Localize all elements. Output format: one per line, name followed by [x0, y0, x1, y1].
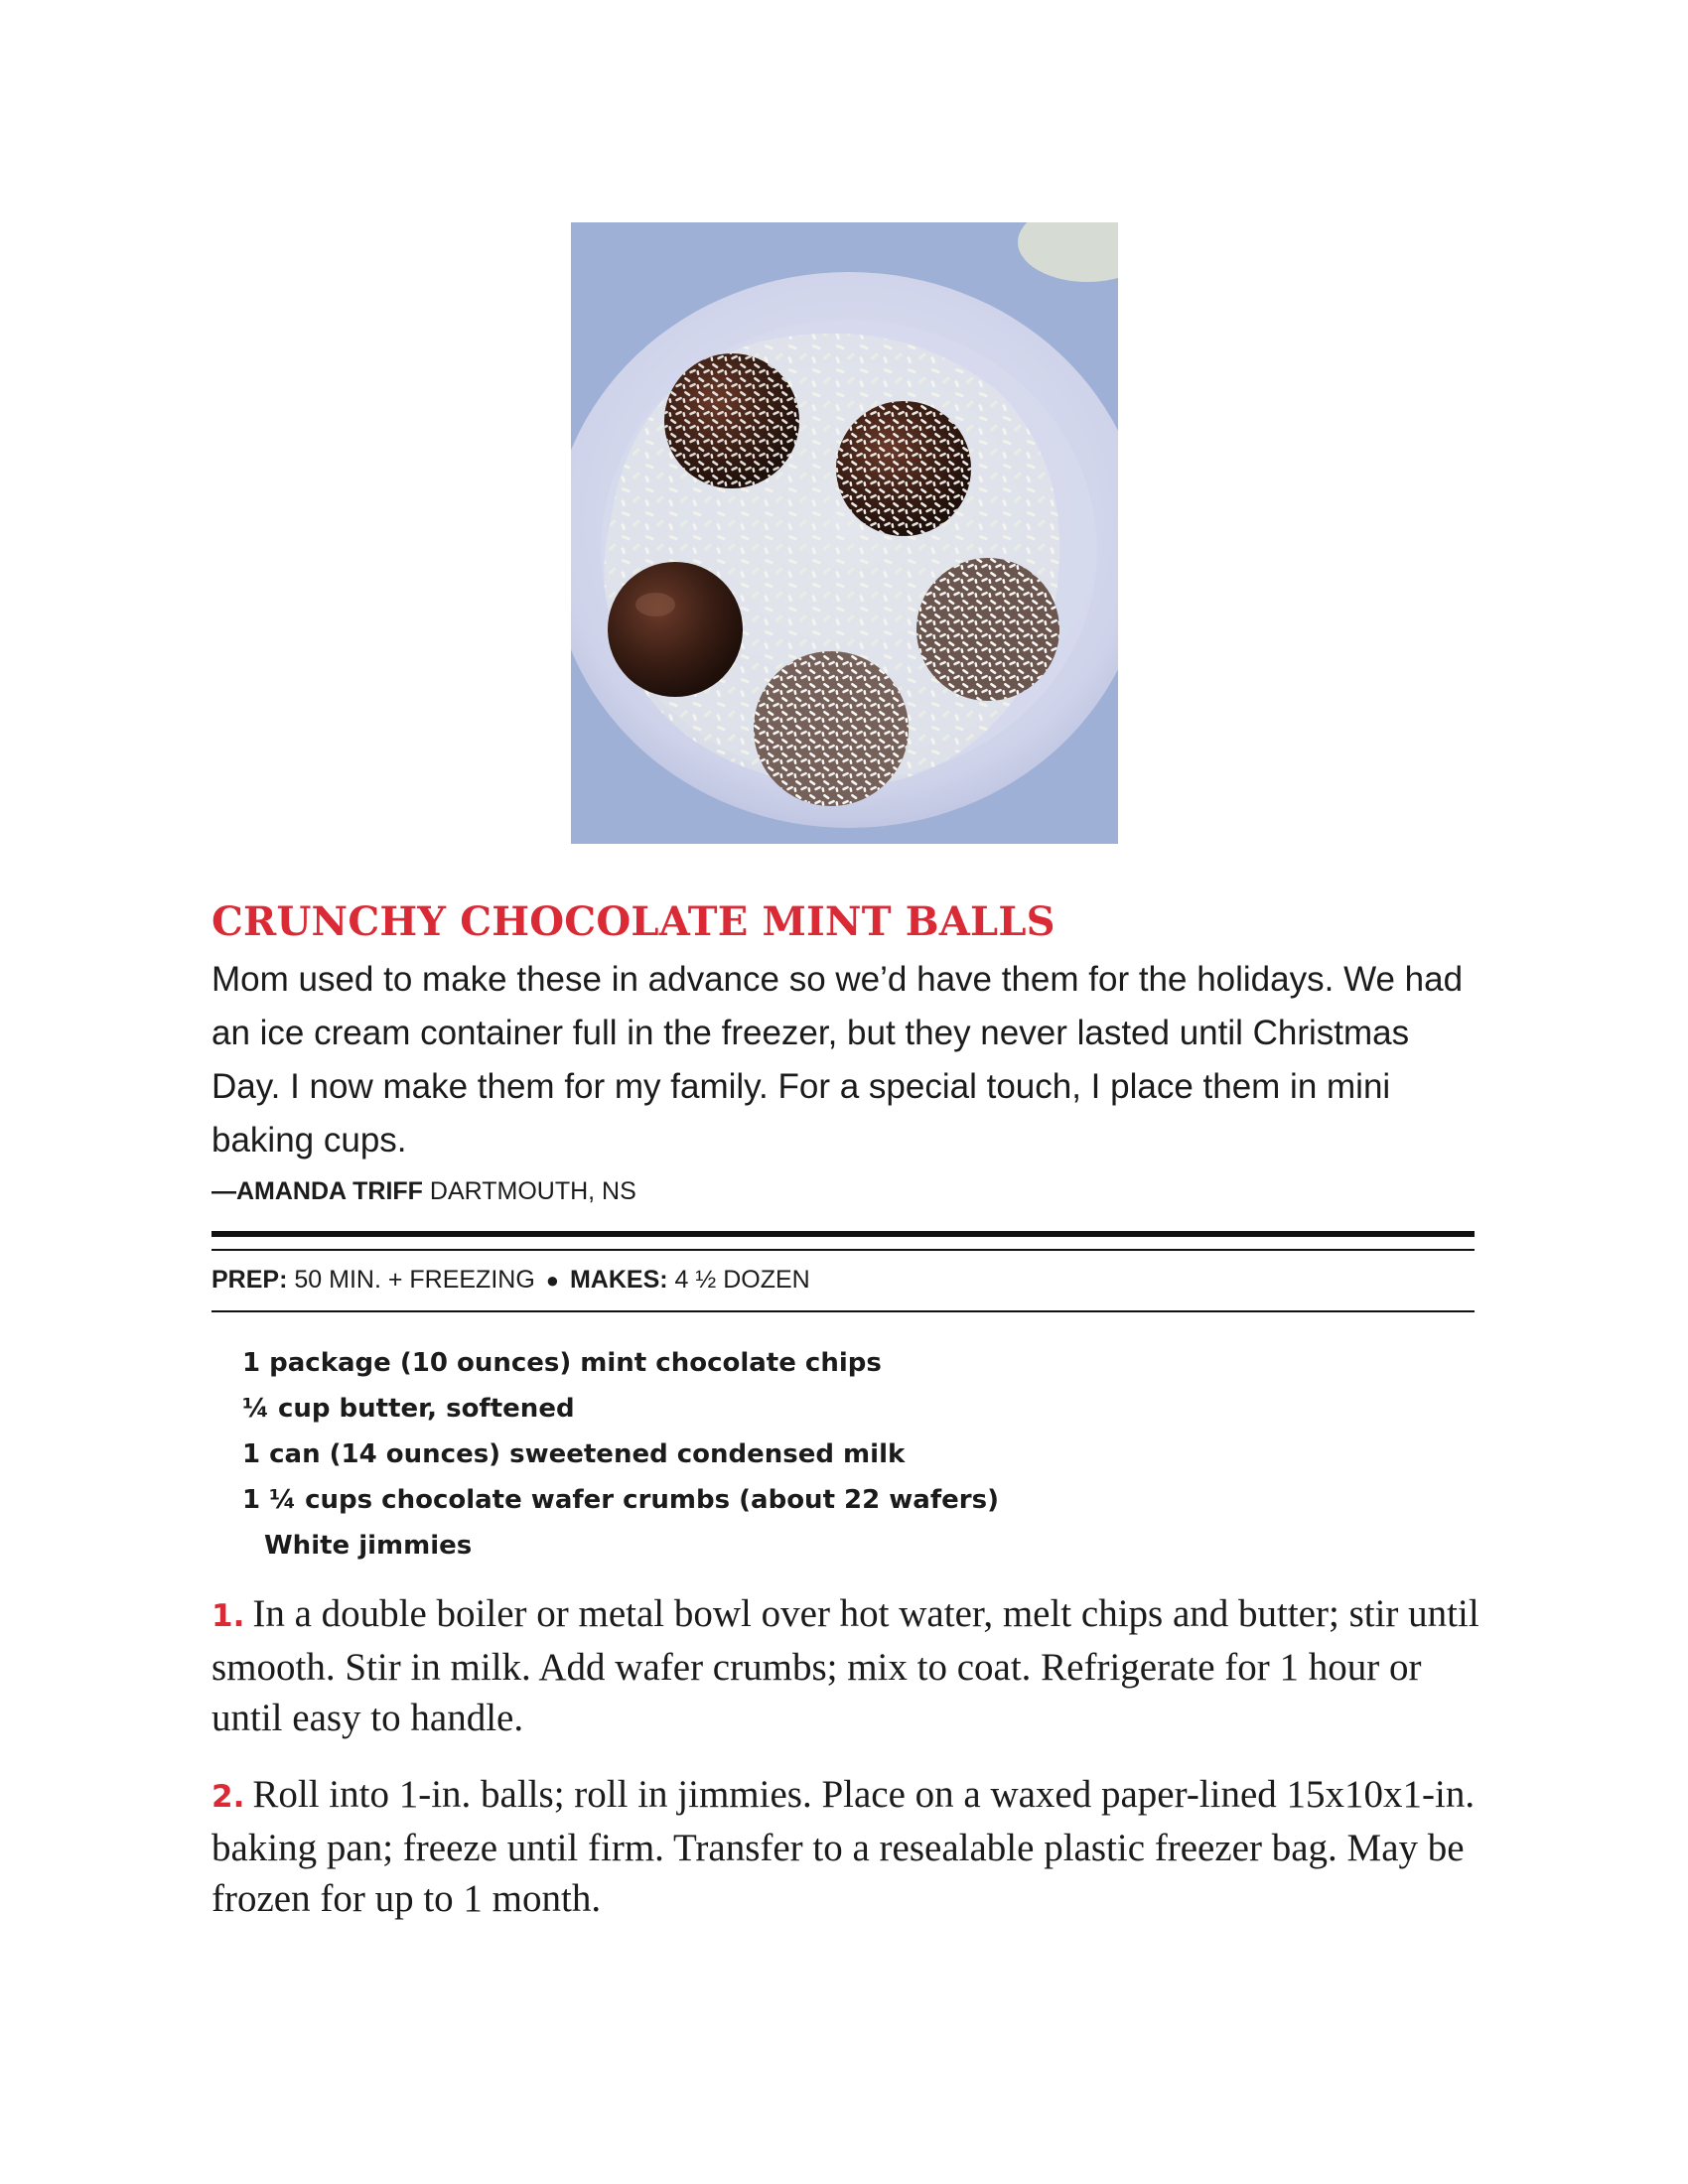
recipe-photo — [571, 222, 1118, 844]
divider-thick — [211, 1231, 1475, 1237]
recipe-intro: Mom used to make these in advance so we’d have them for the holidays. We had an ice cream container full in the freezer, but they never lasted until Christmas Day. I now make them for my family. For a special touch, I place them in mini baking cups. — [211, 960, 1464, 1160]
step-number: 2. — [211, 1779, 245, 1815]
byline — [211, 1177, 636, 1206]
ingredient-item: 1 ¼ cups chocolate wafer crumbs (about 22 wafers) — [242, 1485, 999, 1515]
byline-location: DARTMOUTH, NS — [429, 1177, 636, 1205]
step-text: Roll into 1-in. balls; roll in jimmies. Place on a waxed paper-lined 15x10x1-in. baking pan; freeze until firm. Transfer to a resealable plastic freezer bag. May be frozen for up to 1 month. — [211, 1773, 1476, 1920]
prep-value: 50 MIN. + FREEZING — [294, 1266, 535, 1294]
chocolate-mint-balls-photo — [571, 222, 1118, 844]
divider-thin — [211, 1310, 1475, 1312]
bullet-icon: ● — [545, 1268, 560, 1293]
direction-step — [211, 1588, 1492, 1743]
recipe-meta — [211, 1266, 810, 1295]
step-number: 1. — [211, 1598, 245, 1634]
byline-name: —AMANDA TRIFF — [211, 1177, 423, 1205]
directions — [211, 1588, 1492, 1950]
ingredient-item: 1 can (14 ounces) sweetened condensed milk — [242, 1439, 906, 1469]
ingredient-item: 1 package (10 ounces) mint chocolate chips — [242, 1348, 882, 1378]
makes-value: 4 ½ DOZEN — [674, 1266, 810, 1294]
ingredient-item: White jimmies — [264, 1531, 473, 1561]
prep-label: PREP: — [211, 1266, 288, 1294]
divider-thin — [211, 1249, 1475, 1251]
makes-label: MAKES: — [569, 1266, 668, 1294]
step-text: In a double boiler or metal bowl over hot water, melt chips and butter; stir until smooth. Stir in milk. Add wafer crumbs; mix to coat. Refrigerate for 1 hour or until easy to handle. — [211, 1592, 1479, 1739]
recipe-title: CRUNCHY CHOCOLATE MINT BALLS — [211, 898, 1055, 945]
direction-step — [211, 1769, 1492, 1924]
ingredient-list — [242, 1340, 999, 1569]
ingredient-item: ¼ cup butter, softened — [242, 1394, 575, 1424]
